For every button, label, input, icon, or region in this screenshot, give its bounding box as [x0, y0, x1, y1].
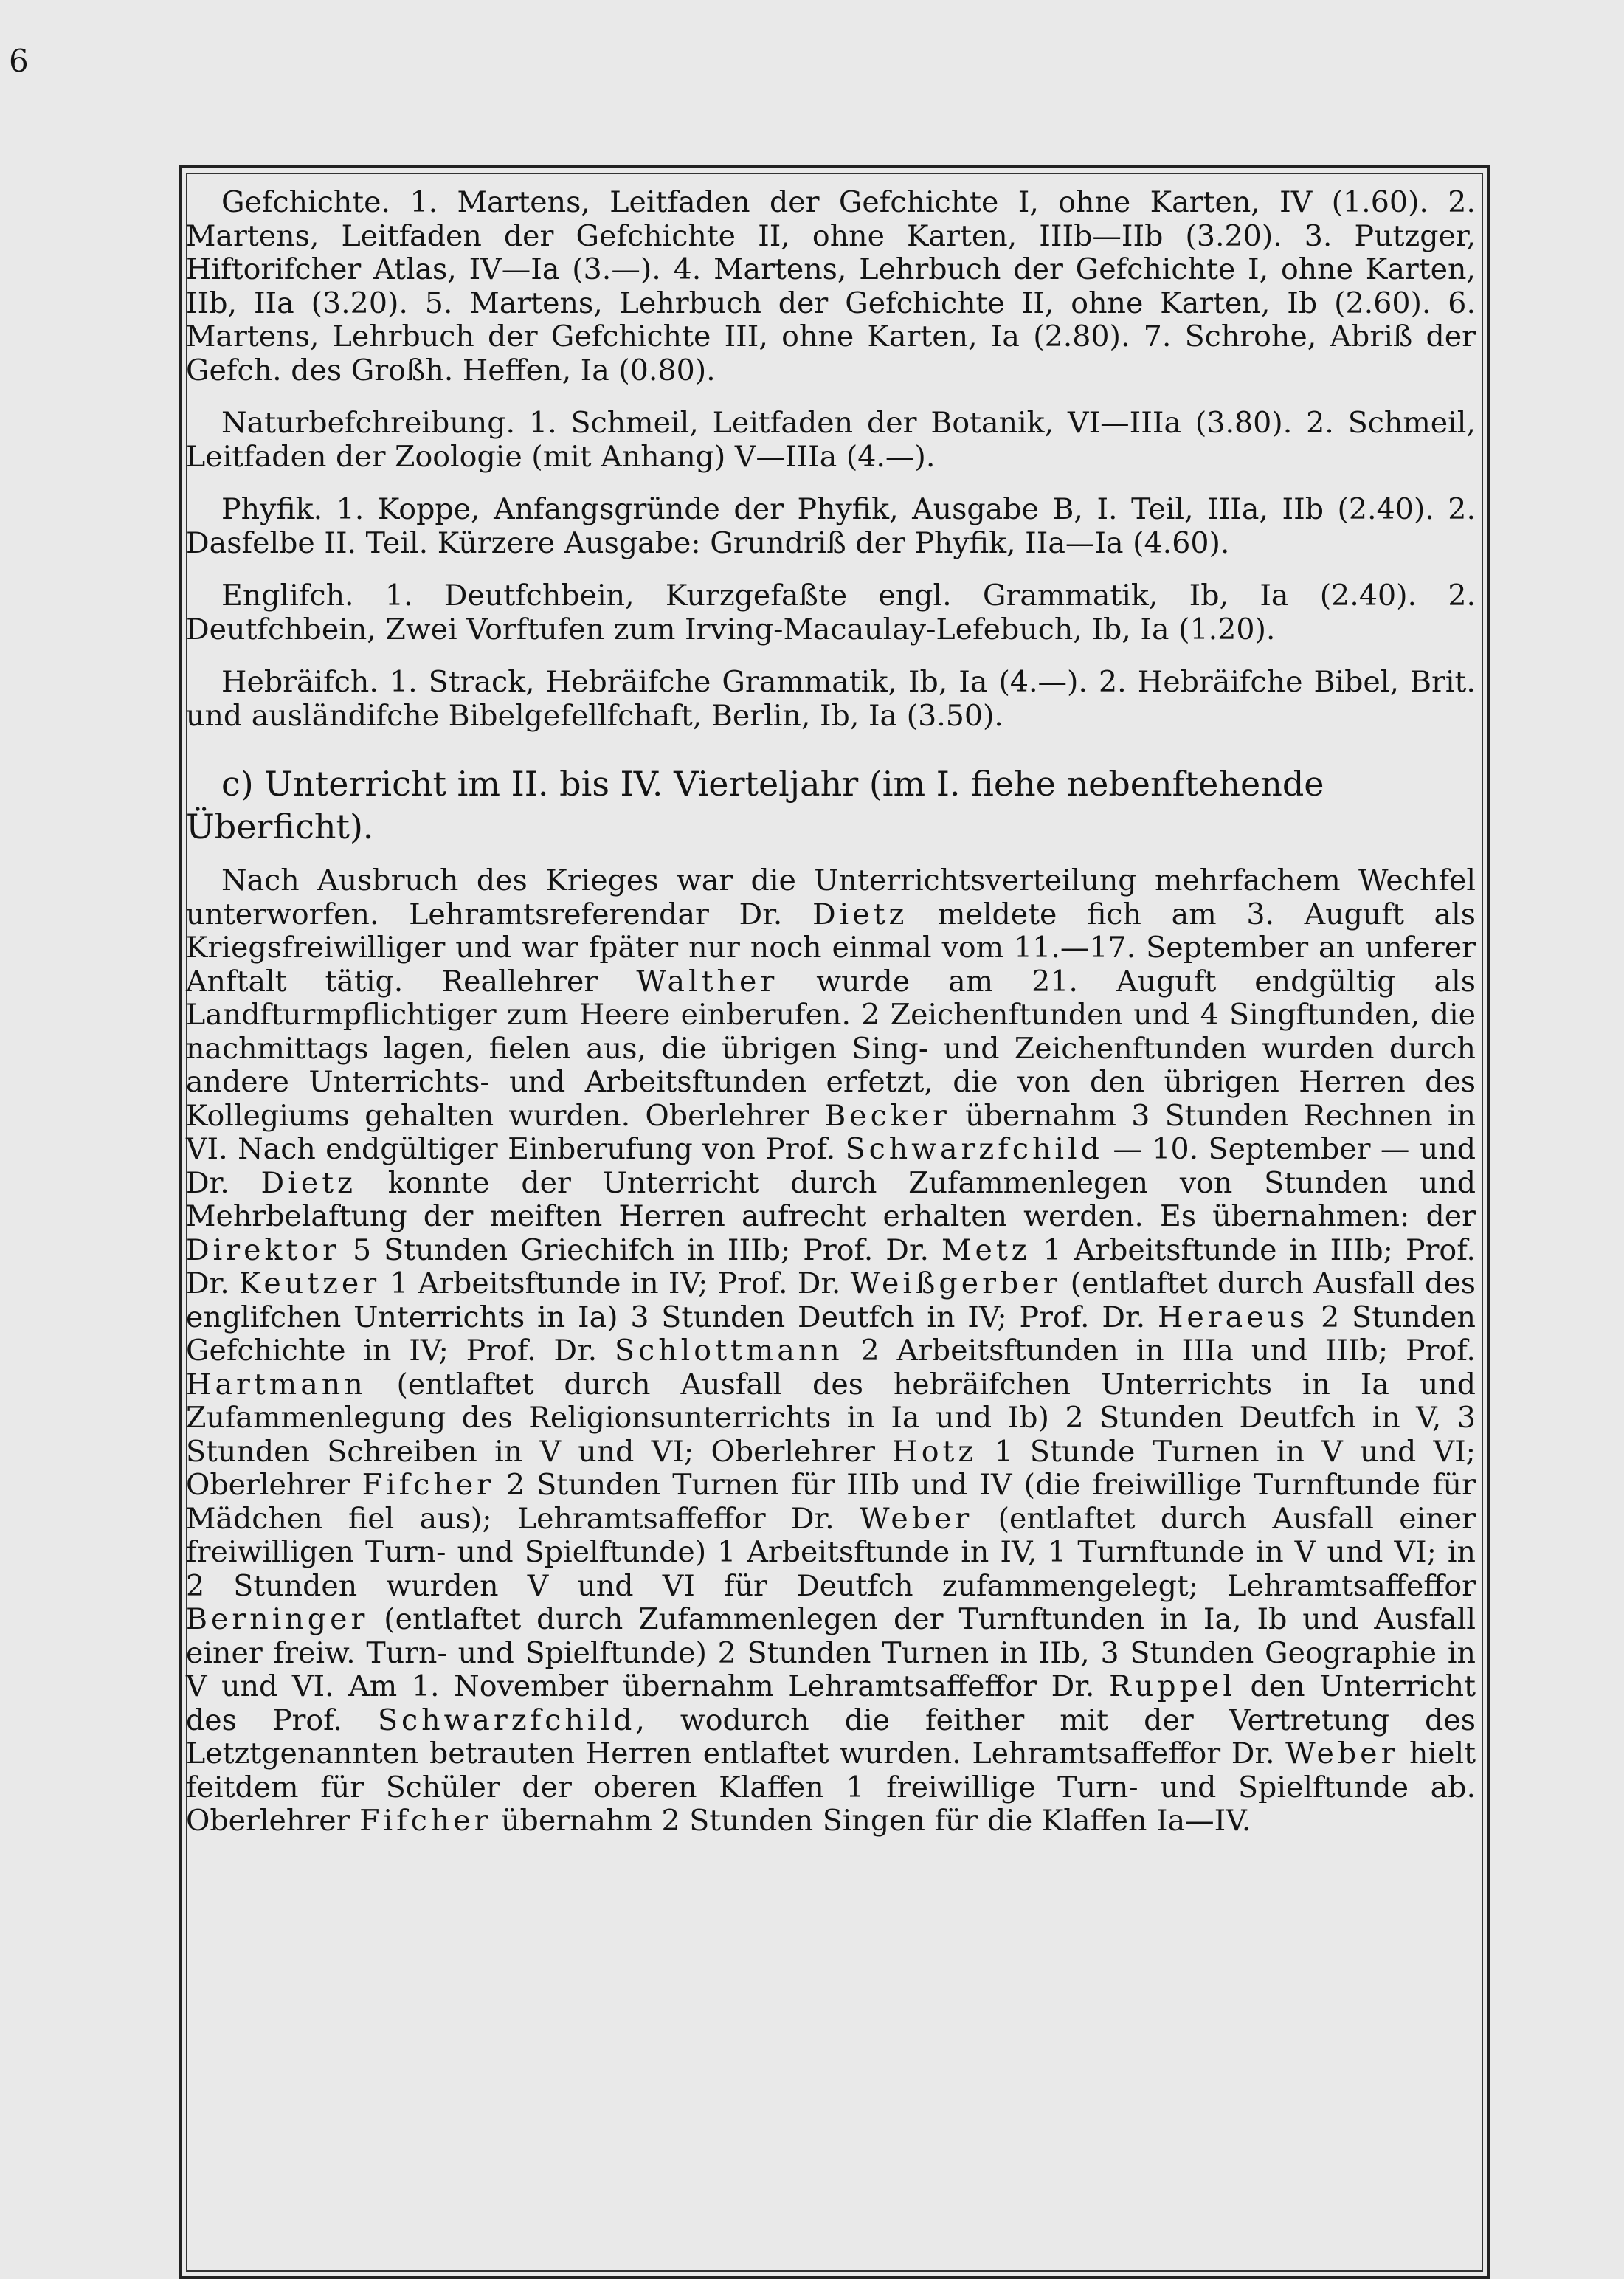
- person-name: Dietz: [812, 897, 908, 931]
- subject-books: 1. Martens, Leitfaden der Gefchichte I, ohne Karten, IV (1.60). 2. Martens, Leitfaden der Gefchichte II, ohne Karten, IIIb—IIb (3.20). 3. Putzger, Hiftorifcher Atlas, IV—Ia (3.—). 4. Martens, Lehrbuch der Gefchichte I, ohne Karten, IIb, IIa (3.20). 5. Martens, Lehrbuch der Gefchichte II, ohne Karten, Ib (2.60). 6. Martens, Lehrbuch der Gefchichte III, ohne Karten, Ia (2.80). 7. Schrohe, Abriß der Gefch. des Großh. Heffen, Ia (0.80).: [186, 185, 1476, 387]
- person-name: Walther: [636, 964, 778, 999]
- body-text: , wodurch die feither mit der Vertretung des Letztgenannten betrauten Herren entlaftet wurden. Lehramtsaffeffor Dr.: [186, 1703, 1476, 1771]
- page-content: [186, 186, 1476, 1838]
- subject-name: Naturbefchreibung.: [221, 406, 516, 440]
- person-name: Schwarzfchild: [845, 1132, 1103, 1166]
- person-name: Weber: [1285, 1737, 1399, 1771]
- subject-name: Hebräifch.: [221, 665, 379, 699]
- subject-paragraph-english: [186, 579, 1476, 647]
- person-name: Hotz: [892, 1434, 978, 1469]
- subject-name: Phyfik.: [221, 492, 323, 526]
- subject-books: 1. Strack, Hebräifche Grammatik, Ib, Ia (4.—). 2. Hebräifche Bibel, Brit. und ausländifche Bibelgefellfchaft, Berlin, Ib, Ia (3.50).: [186, 665, 1476, 733]
- page-number: 6: [9, 43, 29, 79]
- subject-paragraph-history: [186, 186, 1476, 387]
- body-text: konnte der Unterricht durch Zufammenlegen von Stunden und Mehrbelaftung der meiften Herren aufrecht erhalten werden. Es übernahmen: der: [186, 1165, 1476, 1233]
- body-text: 2 Arbeitsftunden in IIIa und IIIb; Prof.: [843, 1334, 1476, 1368]
- body-text: (entlaftet durch Zufammenlegen der Turnftunden in Ia, Ib und Ausfall einer freiw. Turn- und Spielftunde) 2 Stunden Turnen in IIb, 3 Stunden Geographie in V und VI. Am 1. November übernahm Lehramtsaffeffor Dr.: [186, 1602, 1476, 1703]
- body-text: übernahm 2 Stunden Singen für die Klaffen Ia—IV.: [491, 1804, 1251, 1838]
- body-text: (entlaftet durch Ausfall einer freiwilligen Turn- und Spielftunde) 1 Arbeitsftunde in IV, 1 Turnftunde in V und VI; in 2 Stunden wurden V und VI für Deutfch zufammengelegt; Lehramtsaffeffor: [186, 1501, 1476, 1603]
- person-name: Dietz: [260, 1165, 356, 1200]
- body-text: 1 Arbeitsftunde in IIIb; Prof. Dr.: [186, 1232, 1476, 1300]
- subject-books: 1. Koppe, Anfangsgründe der Phyfik, Ausgabe B, I. Teil, IIIa, IIb (2.40). 2. Dasfelbe II. Teil. Kürzere Ausgabe: Grundriß der Phyfik, IIa—Ia (4.60).: [186, 492, 1476, 560]
- section-body: [186, 864, 1476, 1838]
- person-name: Fifcher: [359, 1804, 492, 1838]
- body-text: wurde am 21. Auguft endgültig als Landfturmpflichtiger zum Heere einberufen. 2 Zeichenftunden und 4 Singftunden, die nachmittags lagen, fielen aus, die übrigen Sing- und Zeichenftunden wurden durch andere Unterrichts- und Arbeitsftunden erfetzt, die von den übrigen Herren des Kollegiums gehalten wurden. Oberlehrer: [186, 964, 1476, 1133]
- body-text: hielt feitdem für Schüler der oberen Klaffen 1 freiwillige Turn- und Spielftunde ab. Oberlehrer: [186, 1737, 1476, 1838]
- person-name: Heraeus: [1157, 1300, 1309, 1334]
- subject-paragraph-hebrew: [186, 666, 1476, 733]
- body-text: 1 Arbeitsftunde in IV; Prof. Dr.: [380, 1266, 851, 1300]
- body-text: Nach Ausbruch des Krieges war die Unterrichtsverteilung mehrfachem Wechfel unterworfen. Lehramtsreferendar Dr.: [186, 863, 1476, 931]
- body-text: übernahm 3 Stunden Rechnen in VI. Nach endgültiger Einberufung von Prof.: [186, 1098, 1476, 1166]
- body-text: — 10. September — und Dr.: [186, 1132, 1476, 1200]
- person-name: Metz: [941, 1232, 1031, 1267]
- person-name: Schlottmann: [615, 1334, 843, 1368]
- body-text: (entlaftet durch Ausfall des englifchen Unterrichts in Ia) 3 Stunden Deutfch in IV; Prof. Dr.: [186, 1266, 1476, 1334]
- body-text: 1 Stunde Turnen in V und VI; Oberlehrer: [186, 1434, 1476, 1502]
- subject-paragraph-physics: [186, 493, 1476, 560]
- body-text: 2 Stunden Gefchichte in IV; Prof. Dr.: [186, 1300, 1476, 1368]
- body-paragraph: [186, 864, 1476, 1838]
- person-name: Fifcher: [362, 1468, 495, 1502]
- subject-books: 1. Deutfchbein, Kurzgefaßte engl. Grammatik, Ib, Ia (2.40). 2. Deutfchbein, Zwei Vorftufen zum Irving-Macaulay-Lefebuch, Ib, Ia (1.20).: [186, 579, 1476, 647]
- person-name: Weißgerber: [850, 1266, 1061, 1300]
- body-text: 2 Stunden Turnen für IIIb und IV (die freiwillige Turnftunde für Mädchen fiel aus); Lehramtsaffeffor Dr.: [186, 1468, 1476, 1536]
- section-heading: c) Unterricht im II. bis IV. Vierteljahr (im I. fiehe nebenftehende Überficht).: [186, 764, 1324, 847]
- person-name: Weber: [859, 1501, 973, 1536]
- body-text: den Unterricht des Prof.: [186, 1669, 1476, 1737]
- person-name: Hartmann: [186, 1367, 367, 1401]
- body-text: (entlaftet durch Ausfall des hebräifchen Unterrichts in Ia und Zufammenlegung des Religionsunterrichts in Ia und Ib) 2 Stunden Deutfch in V, 3 Stunden Schreiben in V und VI; Oberlehrer: [186, 1367, 1476, 1469]
- subject-books: 1. Schmeil, Leitfaden der Botanik, VI—IIIa (3.80). 2. Schmeil, Leitfaden der Zoologie (mit Anhang) V—IIIa (4.—).: [186, 406, 1476, 474]
- person-name: Direktor: [186, 1232, 341, 1267]
- person-name: Keutzer: [238, 1266, 381, 1300]
- person-name: Schwarzfchild: [377, 1703, 636, 1737]
- subject-name: Englifch.: [221, 579, 354, 613]
- person-name: Berninger: [186, 1602, 369, 1636]
- body-text: 5 Stunden Griechifch in IIIb; Prof. Dr.: [340, 1232, 942, 1267]
- subject-paragraph-natural-history: [186, 407, 1476, 474]
- person-name: Becker: [824, 1098, 950, 1133]
- person-name: Ruppel: [1109, 1669, 1236, 1703]
- body-text: meldete fich am 3. Auguft als Kriegsfreiwilliger und war fpäter nur noch einmal vom 11.—17. September an unferer Anftalt tätig. Reallehrer: [186, 897, 1476, 999]
- subject-name: Gefchichte.: [221, 185, 391, 219]
